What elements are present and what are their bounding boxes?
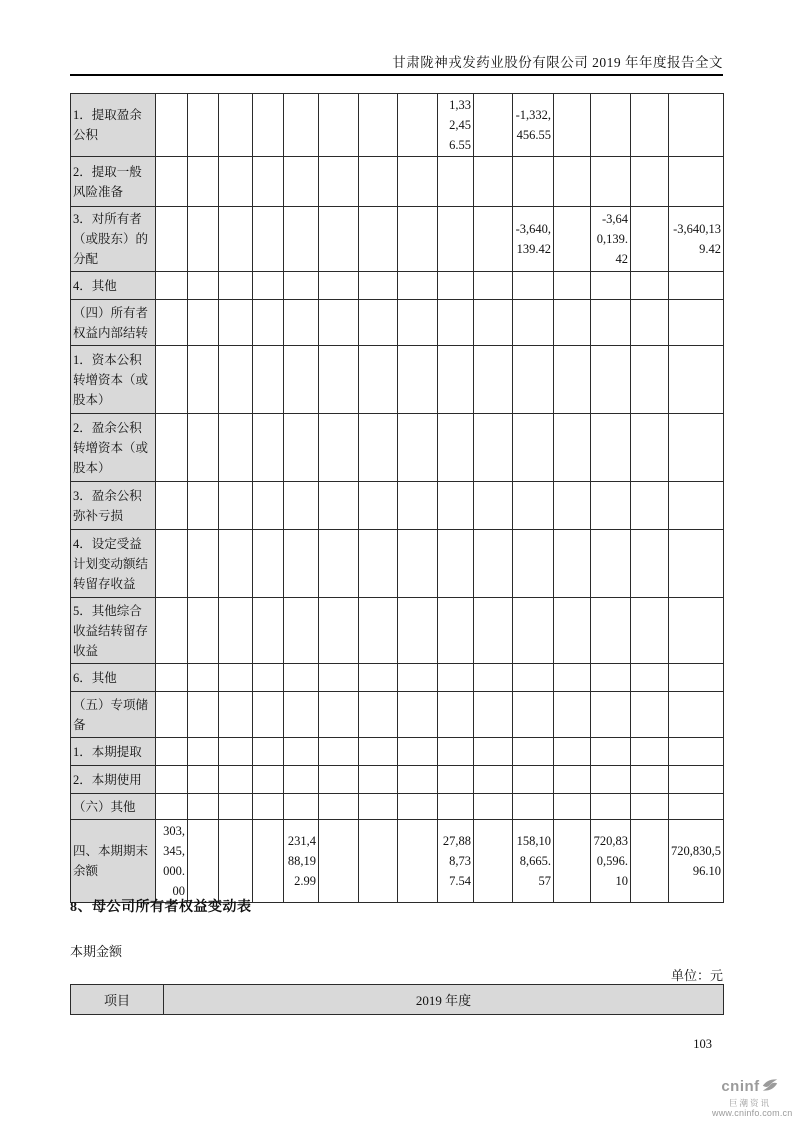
table-cell	[631, 346, 669, 414]
table-cell	[319, 414, 359, 482]
table-cell	[631, 272, 669, 300]
table-cell	[156, 414, 188, 482]
section-heading: 8、母公司所有者权益变动表	[70, 900, 252, 915]
table-cell	[219, 530, 253, 598]
table-row	[71, 207, 724, 272]
table-cell	[219, 414, 253, 482]
table-cell	[319, 272, 359, 300]
table-row	[71, 346, 724, 414]
table-cell	[359, 766, 398, 794]
table-cell	[359, 346, 398, 414]
row-label: 1．提取盈余公积	[71, 94, 156, 157]
table-cell	[554, 738, 591, 766]
table-cell	[513, 664, 554, 692]
table-cell	[284, 94, 319, 157]
row-label: 2．盈余公积转增资本（或股本）	[71, 414, 156, 482]
table-cell	[156, 207, 188, 272]
row-label: 1．本期提取	[71, 738, 156, 766]
table-header-row	[71, 985, 724, 1015]
table-cell	[253, 766, 284, 794]
period-subtitle: 本期金额	[70, 944, 123, 959]
table-cell	[188, 738, 219, 766]
table-cell	[554, 530, 591, 598]
table-cell	[669, 157, 724, 207]
table-cell	[359, 664, 398, 692]
table-cell	[219, 820, 253, 903]
table-cell	[554, 94, 591, 157]
table-cell	[359, 94, 398, 157]
table-cell	[253, 157, 284, 207]
table-cell	[591, 530, 631, 598]
table-cell	[438, 346, 474, 414]
table-cell	[219, 272, 253, 300]
table-cell	[669, 692, 724, 738]
table-cell	[554, 766, 591, 794]
table-cell	[319, 794, 359, 820]
table-cell	[398, 272, 438, 300]
table-cell	[513, 794, 554, 820]
table-cell	[188, 766, 219, 794]
table-cell	[319, 157, 359, 207]
table-cell	[284, 346, 319, 414]
table-cell	[359, 738, 398, 766]
table-cell	[156, 346, 188, 414]
row-label: 2．提取一般风险准备	[71, 157, 156, 207]
table-cell	[156, 664, 188, 692]
table-cell	[513, 598, 554, 664]
table-cell	[669, 664, 724, 692]
row-label: 4．设定受益计划变动额结转留存收益	[71, 530, 156, 598]
table-cell	[359, 692, 398, 738]
table-cell	[631, 94, 669, 157]
unit-label: 单位：元	[670, 968, 723, 983]
table-cell	[591, 482, 631, 530]
table-cell	[438, 414, 474, 482]
table-cell	[219, 738, 253, 766]
row-label: 1．资本公积转增资本（或股本）	[71, 346, 156, 414]
table-cell	[554, 157, 591, 207]
table-row	[71, 598, 724, 664]
row-label: （六）其他	[71, 794, 156, 820]
table-cell: 1,332,456.55	[438, 94, 474, 157]
table-cell	[284, 272, 319, 300]
row-label: 2．本期使用	[71, 766, 156, 794]
table-cell	[631, 794, 669, 820]
parent-equity-table	[70, 984, 724, 1015]
table-cell	[398, 300, 438, 346]
table-cell	[156, 692, 188, 738]
table-cell	[631, 207, 669, 272]
page-number: 103	[693, 1037, 712, 1051]
table-cell	[188, 346, 219, 414]
table-cell	[253, 530, 284, 598]
table-cell	[438, 482, 474, 530]
table-cell	[359, 820, 398, 903]
table-cell	[669, 414, 724, 482]
table-cell	[156, 300, 188, 346]
column-header-item: 项目	[71, 985, 164, 1015]
table-cell	[669, 94, 724, 157]
column-header-period: 2019 年度	[164, 985, 724, 1015]
logo-swirl-icon	[761, 1077, 779, 1098]
table-cell	[319, 692, 359, 738]
table-cell	[156, 766, 188, 794]
table-cell	[513, 766, 554, 794]
table-cell	[591, 598, 631, 664]
table-cell	[319, 766, 359, 794]
table-row	[71, 414, 724, 482]
table-cell	[398, 207, 438, 272]
table-cell	[319, 598, 359, 664]
table-row	[71, 738, 724, 766]
table-row	[71, 794, 724, 820]
table-cell	[513, 482, 554, 530]
table-cell	[631, 738, 669, 766]
table-cell	[188, 692, 219, 738]
table-cell	[156, 598, 188, 664]
table-cell	[554, 598, 591, 664]
table-cell	[359, 157, 398, 207]
table-cell	[398, 598, 438, 664]
table-cell	[513, 530, 554, 598]
equity-change-table	[70, 93, 724, 903]
table-cell	[284, 738, 319, 766]
table-row	[71, 664, 724, 692]
table-cell	[359, 272, 398, 300]
table-cell	[631, 482, 669, 530]
table-cell	[188, 482, 219, 530]
table-cell	[669, 272, 724, 300]
logo-row	[712, 1077, 788, 1098]
table-cell	[359, 598, 398, 664]
row-label: 3．盈余公积弥补亏损	[71, 482, 156, 530]
table-cell	[438, 692, 474, 738]
table-cell	[669, 598, 724, 664]
header-rule-divider	[70, 74, 723, 76]
table-row	[71, 766, 724, 794]
table-cell	[591, 738, 631, 766]
table-cell	[474, 794, 513, 820]
table-cell	[319, 94, 359, 157]
table-cell	[669, 530, 724, 598]
table-cell	[438, 300, 474, 346]
table-cell	[284, 157, 319, 207]
table-cell	[554, 820, 591, 903]
table-cell	[631, 300, 669, 346]
table-cell	[284, 692, 319, 738]
table-cell	[219, 157, 253, 207]
table-cell	[284, 414, 319, 482]
logo-subtext: 巨潮资讯	[728, 1097, 771, 1108]
table-cell	[319, 738, 359, 766]
table-cell	[591, 300, 631, 346]
table-cell	[156, 272, 188, 300]
table-cell	[253, 820, 284, 903]
table-cell	[513, 346, 554, 414]
table-cell	[156, 530, 188, 598]
table-cell	[554, 794, 591, 820]
table-cell	[219, 482, 253, 530]
table-cell	[284, 598, 319, 664]
table-cell	[438, 207, 474, 272]
table-cell	[398, 794, 438, 820]
table-cell	[188, 820, 219, 903]
table-cell	[591, 346, 631, 414]
table-cell	[474, 94, 513, 157]
table-cell	[554, 272, 591, 300]
logo-url: www.cninfo.com.cn	[712, 1107, 793, 1118]
table-cell	[319, 664, 359, 692]
table-cell	[591, 664, 631, 692]
table-cell	[253, 414, 284, 482]
table-cell: -3,640,139.42	[591, 207, 631, 272]
table-row	[71, 482, 724, 530]
table-cell	[513, 300, 554, 346]
table-cell	[253, 664, 284, 692]
table-cell	[554, 346, 591, 414]
table-cell	[284, 766, 319, 794]
table-cell	[591, 157, 631, 207]
row-label: （五）专项储备	[71, 692, 156, 738]
table-cell	[669, 300, 724, 346]
table-cell	[474, 157, 513, 207]
table-cell	[513, 157, 554, 207]
table-cell	[631, 530, 669, 598]
table-cell	[253, 738, 284, 766]
table-row	[71, 94, 724, 157]
table-cell	[474, 272, 513, 300]
table-cell	[669, 482, 724, 530]
table-cell	[438, 738, 474, 766]
table-cell	[631, 414, 669, 482]
table-cell	[219, 766, 253, 794]
table-row	[71, 530, 724, 598]
table-cell: 27,888,737.54	[438, 820, 474, 903]
table-cell	[156, 157, 188, 207]
table-cell	[219, 346, 253, 414]
table-cell	[219, 207, 253, 272]
table-cell	[669, 738, 724, 766]
table-cell	[219, 692, 253, 738]
table-cell: 158,108,665.57	[513, 820, 554, 903]
table-cell	[554, 664, 591, 692]
table-cell	[319, 207, 359, 272]
table-cell	[591, 692, 631, 738]
equity-table-body	[71, 94, 724, 903]
table-cell	[253, 207, 284, 272]
table-cell	[438, 664, 474, 692]
table-cell	[513, 272, 554, 300]
table-cell	[591, 272, 631, 300]
table-cell	[319, 346, 359, 414]
table-cell	[398, 692, 438, 738]
table-cell	[319, 482, 359, 530]
cninfo-logo	[712, 1077, 793, 1119]
table-row	[71, 157, 724, 207]
table-cell	[219, 598, 253, 664]
table-cell	[631, 157, 669, 207]
table-cell	[474, 346, 513, 414]
table-cell	[188, 414, 219, 482]
table-cell	[474, 414, 513, 482]
table-cell	[319, 530, 359, 598]
table-cell	[398, 820, 438, 903]
row-label: 6．其他	[71, 664, 156, 692]
table-cell	[554, 207, 591, 272]
table-cell	[474, 482, 513, 530]
table-cell	[319, 300, 359, 346]
table-cell	[359, 482, 398, 530]
table-cell	[359, 414, 398, 482]
table-cell	[253, 300, 284, 346]
table-cell	[438, 794, 474, 820]
table-cell	[156, 738, 188, 766]
table-cell	[398, 346, 438, 414]
table-cell	[631, 692, 669, 738]
table-cell	[398, 157, 438, 207]
table-cell	[474, 664, 513, 692]
table-cell	[438, 157, 474, 207]
table-cell	[474, 300, 513, 346]
table-cell	[253, 794, 284, 820]
table-cell	[591, 794, 631, 820]
table-cell	[188, 94, 219, 157]
table-cell	[398, 94, 438, 157]
table-cell	[188, 664, 219, 692]
table-cell	[219, 94, 253, 157]
table-cell	[474, 820, 513, 903]
table-cell	[284, 664, 319, 692]
table-cell	[398, 530, 438, 598]
table-cell	[398, 766, 438, 794]
table-row	[71, 300, 724, 346]
table-row	[71, 692, 724, 738]
table-cell	[253, 94, 284, 157]
table-cell	[156, 794, 188, 820]
table-cell	[474, 692, 513, 738]
table-cell: -3,640,139.42	[669, 207, 724, 272]
table-cell	[669, 794, 724, 820]
table-cell	[591, 766, 631, 794]
table-cell	[513, 414, 554, 482]
table-cell	[438, 272, 474, 300]
table-cell	[513, 738, 554, 766]
table-cell: -3,640,139.42	[513, 207, 554, 272]
table-cell	[631, 820, 669, 903]
table-cell	[284, 207, 319, 272]
table-row	[71, 820, 724, 903]
row-label: 3．对所有者（或股东）的分配	[71, 207, 156, 272]
table-cell	[319, 820, 359, 903]
table-cell	[188, 530, 219, 598]
table-cell	[253, 692, 284, 738]
table-cell	[438, 598, 474, 664]
table-cell	[156, 94, 188, 157]
table-cell	[554, 414, 591, 482]
table-cell	[554, 482, 591, 530]
table-cell	[631, 766, 669, 794]
table-cell	[219, 300, 253, 346]
table-cell: -1,332,456.55	[513, 94, 554, 157]
table-cell	[284, 300, 319, 346]
table-cell	[591, 94, 631, 157]
table-cell	[359, 530, 398, 598]
table-cell	[359, 794, 398, 820]
table-cell	[188, 794, 219, 820]
table-cell	[253, 272, 284, 300]
header-title: 甘肃陇神戎发药业股份有限公司 2019 年年度报告全文	[392, 55, 723, 70]
table-cell	[156, 482, 188, 530]
table-cell	[554, 300, 591, 346]
table-cell	[188, 207, 219, 272]
table-cell	[284, 794, 319, 820]
table-cell	[398, 482, 438, 530]
table-cell	[253, 346, 284, 414]
table-cell	[398, 414, 438, 482]
table-cell	[398, 664, 438, 692]
table-cell	[474, 207, 513, 272]
table-cell	[474, 766, 513, 794]
row-label: 4．其他	[71, 272, 156, 300]
row-label: （四）所有者权益内部结转	[71, 300, 156, 346]
table-cell: 720,830,596.10	[591, 820, 631, 903]
table-cell	[631, 598, 669, 664]
table-cell	[188, 598, 219, 664]
table-cell	[398, 738, 438, 766]
row-label: 5．其他综合收益结转留存收益	[71, 598, 156, 664]
table-cell	[359, 207, 398, 272]
table-cell	[591, 414, 631, 482]
table-cell	[474, 598, 513, 664]
table-cell: 303,345,000.00	[156, 820, 188, 903]
table-cell	[474, 738, 513, 766]
table-cell	[554, 692, 591, 738]
table-cell	[284, 530, 319, 598]
table-cell	[188, 157, 219, 207]
table-cell	[438, 766, 474, 794]
table-cell	[513, 692, 554, 738]
table-cell	[669, 766, 724, 794]
table-cell: 231,488,192.99	[284, 820, 319, 903]
table-row	[71, 272, 724, 300]
table-cell	[253, 598, 284, 664]
row-label: 四、本期期末余额	[71, 820, 156, 903]
table-cell	[188, 272, 219, 300]
table-cell	[359, 300, 398, 346]
table-cell	[219, 664, 253, 692]
table-cell	[253, 482, 284, 530]
table-cell	[188, 300, 219, 346]
table-cell	[631, 664, 669, 692]
table-cell	[474, 530, 513, 598]
logo-wordmark: cninf	[721, 1078, 760, 1096]
table-cell	[438, 530, 474, 598]
table-cell	[669, 346, 724, 414]
table-cell	[219, 794, 253, 820]
table-cell: 720,830,596.10	[669, 820, 724, 903]
table-cell	[284, 482, 319, 530]
